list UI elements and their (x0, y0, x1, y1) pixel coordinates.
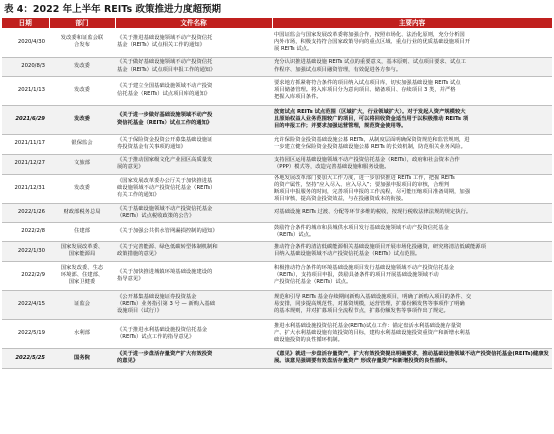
cell-file-name-line: 《公开募集基础设施证券投资基金 (117, 294, 197, 301)
table-row (2, 348, 552, 368)
cell-main-content-line: 要求地方抓紧将符合条件的项目纳入试点项目库，切实加强基础设施 REITs 试点 (274, 79, 461, 86)
cell-file-name-line: 《关于进一步做好基础设施领域不动产投 (117, 112, 213, 119)
cell-department (49, 222, 115, 241)
cell-main-content-line: 易安排，同步提高规范性，对募资规模，运营管理，扩募份额发售等事项作了明确 (274, 301, 465, 308)
cell-department (49, 290, 115, 319)
cell-department (49, 76, 115, 105)
cell-department-line: 国家发改委、生态 (60, 265, 104, 272)
cell-main-content-line: 项目审核，提高资金投资效益，与在投融资成本的衔接。 (274, 195, 407, 202)
cell-file-name (115, 261, 272, 290)
cell-file-name (115, 174, 272, 203)
cell-department (49, 348, 115, 368)
cell-department (49, 241, 115, 261)
cell-department (49, 261, 115, 290)
table-row (2, 57, 552, 76)
cell-department-line: 发改委 (74, 185, 90, 192)
cell-main-content (272, 348, 552, 368)
table-header-row (2, 18, 552, 28)
cell-file-name-line: 《关于做好基础设施领域不动产投资信托 (117, 59, 213, 66)
header-date: 日期 (2, 18, 49, 28)
cell-main-content (272, 222, 552, 241)
cell-main-content-line: 展 REITs 试点。 (274, 45, 313, 52)
cell-date: 2022/5/19 (2, 319, 49, 348)
cell-department-line: 银保监会 (71, 140, 93, 147)
cell-file-name-line: 信托基金（REITs）试点项目库的通知》 (117, 90, 211, 97)
cell-department (49, 174, 115, 203)
cell-file-name (115, 222, 272, 241)
cell-main-content (272, 57, 552, 76)
cell-department-line: 合发布 (74, 42, 90, 49)
cell-department (49, 28, 115, 57)
cell-main-content (272, 261, 552, 290)
cell-main-content-line: 支持园区运用基础设施领域不动产投资信托基金（REITs），政府和社会资本合作 (274, 156, 460, 163)
table-body (2, 28, 552, 368)
cell-file-name-line: 础设施领域不动产投资信托基金（REITs） (117, 185, 216, 192)
cell-main-content-line: 作程序、加强试点项目融资管理，有效促进各方参与。 (274, 66, 402, 73)
cell-main-content-line: 允许保险资金投资基础设施公募 REITs，从制度层面明确保资资规范和监管规则，进 (274, 136, 470, 143)
cell-department-line: 国家卫健委 (68, 279, 96, 286)
table-row (2, 319, 552, 348)
cell-department-line: 证监会 (74, 301, 90, 308)
cell-main-content (272, 241, 552, 261)
cell-file-name (115, 203, 272, 222)
cell-date: 2021/12/27 (2, 154, 49, 174)
cell-file-name-line: 基金（REITs）试点项目申报工作的通知》 (117, 66, 216, 73)
cell-file-name (115, 319, 272, 348)
header-file-name: 文件名称 (115, 18, 272, 28)
cell-main-content-line: 一步建立健全保险资金投资基础设施公募 REITs 的长效机制，防范相关业务风险。 (274, 144, 466, 150)
cell-date: 2021/6/29 (2, 105, 49, 134)
table-row (2, 174, 552, 203)
table-row (2, 134, 552, 154)
cell-main-content-line: 规范和引导 REITs 基金存续期间新购入基础设施项目，明确了新购入项目的条件、交 (274, 294, 472, 301)
table-row (2, 76, 552, 105)
cell-main-content-line: 内外市场，积极支持符合国家政策导向的重点区域、重点行业的优质基础设施项目开 (274, 38, 470, 45)
cell-main-content (272, 203, 552, 222)
cell-file-name-line: 展的意见》 (117, 164, 144, 170)
cell-main-content (272, 76, 552, 105)
cell-main-content (272, 105, 552, 134)
cell-date: 2020/8/3 (2, 57, 49, 76)
cell-file-name-line: 《关于推进水利基础设施投资信托基金 (117, 326, 208, 333)
cell-department-line: 发改委和证监会联 (60, 35, 104, 42)
cell-main-content-line: 础设施投资的良性循环机制。 (274, 337, 343, 344)
cell-main-content (272, 174, 552, 203)
cell-file-name-line: （REITs）业务指引第 3 号 — 新购入基础 (117, 301, 215, 308)
cell-file-name-line: 设施项目（试行）》 (117, 308, 163, 315)
cell-date: 2022/1/26 (2, 203, 49, 222)
cell-file-name-line: 指导意见》 (117, 275, 144, 282)
cell-department (49, 203, 115, 222)
table-row (2, 241, 552, 261)
header-main-content: 主要内容 (272, 18, 552, 28)
cell-department-line: 住建部 (74, 228, 90, 235)
cell-date: 2021/12/31 (2, 174, 49, 203)
cell-main-content-line: 目纳入基础设施领域不动产投资信托基金（REITs）试点范围。 (274, 251, 421, 258)
cell-date: 2021/1/13 (2, 76, 49, 105)
cell-file-name (115, 290, 272, 319)
policy-table (2, 18, 553, 369)
cell-file-name-line: 资信托基金（REITs）试点工作的通知》 (117, 119, 213, 126)
table-row (2, 290, 552, 319)
table-row (2, 203, 552, 222)
cell-date: 2022/5/25 (2, 348, 49, 368)
cell-main-content-line: 《意见》就进一步盘活存量资产，扩大有效投资提出明确要求，推动基础设施领域不动产投资信托基金(REITs)健康发展。该意见强调要有效盘活存量资产 形成存量资产和新增投资的良性循环。 (274, 351, 549, 365)
cell-main-content-line: 项目储备管理。将入库项目分为意向项目、储备项目、存续项目 3 类，并严格 (274, 86, 456, 93)
cell-department (49, 57, 115, 76)
cell-file-name-line: 《关于建立全国基础设施领域不动产投资 (117, 83, 213, 90)
cell-file-name-line: 基金（REITs）试点相关工作的通知》 (117, 42, 205, 49)
cell-file-name (115, 134, 272, 154)
cell-main-content-line: 且原始权益人业务范围较广的项目，可以将回收资金适当用于以积极推动 REITs 项 (274, 115, 469, 122)
table-title: 表 4：2022 年上半年 REITs 政策推进力度超预期 (4, 4, 221, 15)
cell-department-line: 国家能源局 (68, 251, 96, 258)
cell-department-line: 财政部税务总局 (63, 209, 101, 216)
cell-main-content-line: 把握入库项目条件。 (274, 94, 322, 101)
cell-main-content-line: （REITs）试点。 (274, 231, 315, 238)
cell-main-content-line: 产、扩大水利基础设施有效投资的目标，建构水利基础设施投资重资产和新增水利基 (274, 330, 470, 337)
cell-file-name-line: 《关于加强公共供水管网漏损控制的通知》 (117, 228, 218, 235)
cell-main-content-line: 的资产属性，坚持“应入尽入、应入尽入”；要加强申报项目的审核，合理判 (274, 181, 449, 188)
cell-date: 2021/11/17 (2, 134, 49, 154)
cell-file-name-line: 的意见》 (117, 358, 139, 365)
cell-file-name-line: 《关于加快推进城镇环境基础设施建设的 (117, 268, 213, 275)
cell-file-name-line: 《关于进一步盘活存量资产扩大有效投资 (117, 351, 213, 358)
cell-file-name-line: 《国家发展改革委办公厅关于加快推进基 (117, 178, 213, 185)
cell-main-content (272, 28, 552, 57)
cell-file-name (115, 57, 272, 76)
cell-file-name (115, 154, 272, 174)
table-row (2, 222, 552, 241)
cell-department (49, 134, 115, 154)
cell-main-content-line: 各地发展改革部门要加大工作力度，进一步加快推进 REITs 工作，把握 REITs (274, 174, 455, 181)
cell-file-name-line: （REITs）试点工作的指导意见》 (117, 333, 195, 340)
cell-date: 2022/2/9 (2, 261, 49, 290)
cell-file-name-line: 券投资基金有关事项的通知》 (117, 144, 186, 150)
cell-main-content-line: 的基本规则，并对扩募项目全流程节点，扩募份额发售等事项作出了规定。 (274, 308, 449, 315)
cell-file-name (115, 348, 272, 368)
cell-file-name-line: 《关于基础设施领域不动产投资信托基金 (117, 205, 213, 212)
cell-date: 2022/2/8 (2, 222, 49, 241)
cell-file-name-line: 政策措施的意见》 (117, 251, 160, 258)
cell-file-name-line: 《关于推进基础设施领域不动产投资信托 (117, 35, 213, 42)
cell-main-content-line: 积极推动符合条件的环境基础设施项目发行基础设施领域不动产投资信托基金 (274, 265, 455, 272)
cell-department-line: 国家发展改革委、 (60, 244, 104, 251)
cell-department (49, 105, 115, 134)
cell-main-content-line: 放宽试点 REITs 试点范围（区域扩大，行业领域扩大）。对于发起人资产规模较大 (274, 108, 466, 115)
cell-file-name (115, 241, 272, 261)
cell-file-name-line: （REITs）试点税收政策的公告》 (117, 212, 195, 219)
cell-department-line: 环境部、住建部、 (60, 272, 104, 279)
cell-file-name (115, 76, 272, 105)
cell-file-name (115, 105, 272, 134)
cell-main-content (272, 154, 552, 174)
header-department: 部门 (49, 18, 115, 28)
cell-department-line: 发改委 (74, 62, 90, 69)
cell-file-name-line: 《关于推动国家级文化产业园区高质量发 (117, 156, 213, 163)
cell-department-line: 文旅部 (74, 160, 90, 167)
cell-main-content-line: 对基础设施 REITs 过渡、分配等环节多维的税收，按现行税收法律法规的规定执行。 (274, 209, 472, 216)
cell-main-content-line: 推进水利基础设施投资信托基金(REITs)试点工作：锚定盘活水利基础设施存量资 (274, 323, 462, 330)
cell-main-content-line: 鼓励符合条件的城市和县城供水项目发行基础设施领域不动产投资信托基金 (274, 224, 449, 231)
table-row (2, 261, 552, 290)
cell-main-content (272, 319, 552, 348)
cell-file-name-line: 《关于完善能源、绿色低碳转型体制机制和 (117, 244, 218, 251)
cell-main-content-line: 断项目申报服务的时间，完善项目申报的工作流程，尽可能压缩项目准备周期，加强 (274, 188, 470, 195)
cell-file-name-line: 有关工作的通知》 (117, 192, 160, 199)
cell-main-content (272, 134, 552, 154)
cell-department (49, 154, 115, 174)
cell-main-content-line: （PPP）模式等，改造完善基础设施和服务设施。 (274, 164, 390, 170)
table-row (2, 28, 552, 57)
cell-department-line: 发改委 (74, 86, 90, 93)
cell-department (49, 319, 115, 348)
cell-department-line: 发改委 (74, 115, 90, 122)
cell-department-line: 国务院 (74, 354, 90, 361)
cell-file-name-line: 《关于保险资金投资公开募集基础设施证 (117, 136, 213, 143)
cell-main-content (272, 290, 552, 319)
cell-main-content-line: 中国证监会与国家发展改革委将加强合作，按照市场化、法治化原则，充分分析国 (274, 31, 465, 38)
cell-main-content-line: （REITs），支持项目申报，鼓励具备条件的项目开展基础设施领域不动 (274, 272, 439, 279)
cell-main-content-line: 产投资信托基金（REITs）试点。 (274, 279, 352, 286)
cell-date: 2020/4/30 (2, 28, 49, 57)
cell-main-content-line: 推动符合条件的清洁低碳能源相关基础设施项目开展市场化投融资，研究将清洁低碳能源项 (274, 244, 486, 251)
table-row (2, 105, 552, 134)
cell-date: 2022/1/30 (2, 241, 49, 261)
cell-date: 2022/4/15 (2, 290, 49, 319)
cell-file-name (115, 28, 272, 57)
cell-department-line: 水利部 (74, 330, 90, 337)
cell-main-content-line: 目的申报工作；并要求加强运营管理，规范资金使用等。 (274, 123, 407, 130)
table-row (2, 154, 552, 174)
cell-main-content-line: 充分认识推进基础设施 REITs 试点的重要意义，基本原则、试点项目要求、试点工 (274, 59, 466, 66)
